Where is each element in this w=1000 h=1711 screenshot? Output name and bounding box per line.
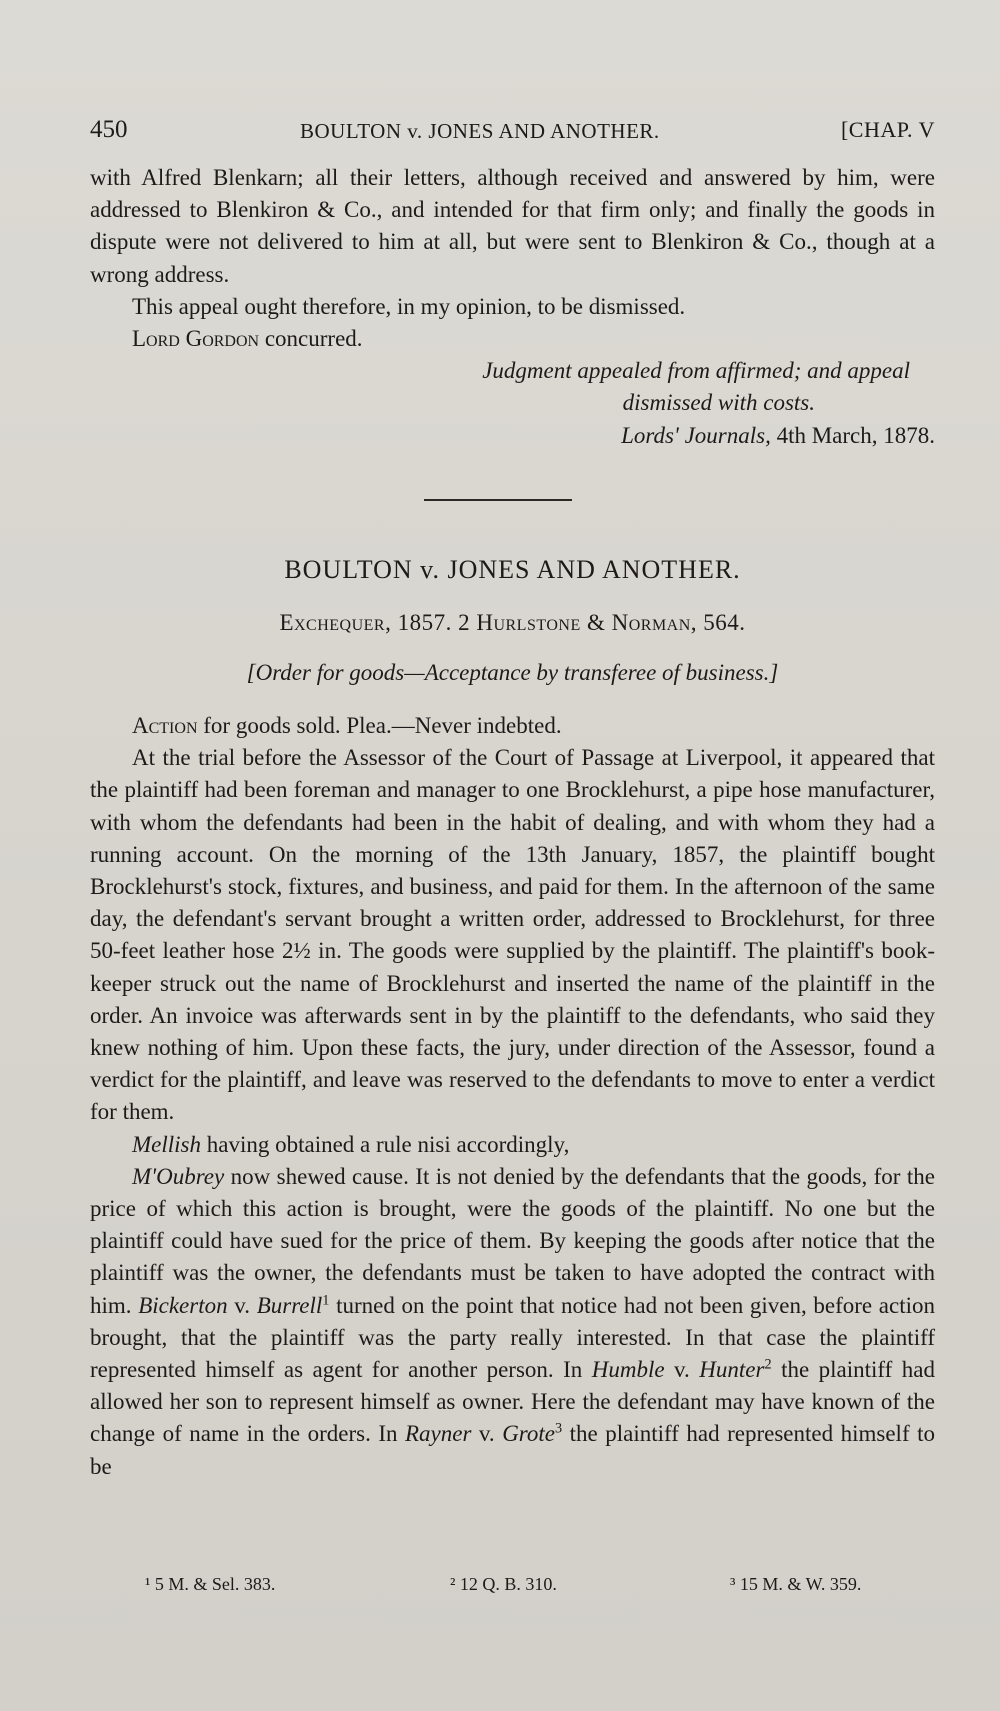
court-citation-text: Exchequer, 1857. 2 Hurlstone & Norman, 564. <box>279 610 746 635</box>
action-text: for goods sold. Plea.—Never indebted. <box>197 713 562 738</box>
counsel-mellish: Mellish <box>132 1131 201 1157</box>
mellish-text: having obtained a rule nisi accordingly, <box>201 1131 570 1157</box>
preceding-case-ending <box>90 162 935 452</box>
court-citation <box>90 610 935 636</box>
section-divider <box>424 499 572 501</box>
judge-name: Lord Gordon <box>132 326 260 352</box>
judgment-text-1: Judgment appealed from affirmed; and appeal <box>482 358 910 384</box>
case-body <box>90 710 935 1483</box>
page-number: 450 <box>90 116 128 143</box>
trial-paragraph: At the trial before the Assessor of the Court of Passage at Liverpool, it appeared that the plaintiff had been foreman and manager to one Brocklehurst, a pipe hose manufacturer, with whom the defendants had been in the habit of dealing, and with whom they had a running account. On the morning of the 13th January, 1857, the plaintiff bought Brocklehurst's stock, fixtures, and business, and paid for them. In the afternoon of the same day, the defendant's servant brought a written order, addressed to Brocklehurst, for three 50-feet leather hose 2½ in. The goods were supplied by the plaintiff. The plaintiff's book-keeper struck out the name of Brocklehurst and inserted the name of the plaintiff in the order. An invoice was afterwards sent in by the plaintiff to the defendants, who said they knew nothing of him. Upon these facts, the jury, under direction of the Assessor, found a verdict for the plaintiff, and leave was reserved to the defendants to move to enter a verdict for them. <box>90 745 935 1125</box>
footnotes <box>90 1574 935 1604</box>
concurrence <box>90 323 935 355</box>
journal-date: 4th March, 1878. <box>770 422 935 448</box>
closing-paragraph <box>90 162 935 291</box>
footnote-1: ¹ 5 M. & Sel. 383. <box>145 1574 276 1594</box>
rayner-text: the plaintiff had represented himself to be <box>90 1421 935 1479</box>
headnote: [Order for goods—Acceptance by transferee of business.] <box>246 660 779 685</box>
running-title: BOULTON v. JONES AND ANOTHER. <box>300 119 660 143</box>
case-cite-rayner: Rayner <box>405 1421 472 1447</box>
judgment-text-2: dismissed with costs. <box>622 390 815 416</box>
case-cite-bickerton: Bickerton <box>138 1292 228 1318</box>
journal-citation <box>90 420 935 452</box>
versus: v. <box>471 1421 503 1447</box>
running-head <box>90 116 935 148</box>
judgment-line-2 <box>90 387 935 419</box>
counsel-moubrey: M'Oubrey <box>132 1163 225 1189</box>
case-title: BOULTON v. JONES AND ANOTHER. <box>284 555 741 584</box>
case-cite-hunter: Hunter <box>699 1357 765 1383</box>
footnote-ref-1: 1 <box>322 1292 330 1308</box>
versus: v. <box>227 1292 257 1318</box>
journal-name: Lords' Journals, <box>621 422 771 448</box>
action-line <box>90 710 935 742</box>
mellish-paragraph <box>90 1129 935 1161</box>
closing-paragraph-text: with Alfred Blenkarn; all their letters, although received and answered by him, were addressed to Blenkiron & Co., and intended for that firm only; and finally the goods in dispute were not delivered to him at all, but were sent to Blenkiron & Co., though at a wrong address. <box>90 165 935 287</box>
dismissal-opinion: This appeal ought therefore, in my opinion, to be dismissed. <box>132 293 686 319</box>
versus: v. <box>664 1357 700 1383</box>
bickerton-text: turned on the point that notice had not been given, before action brought, that the plaintiff was the party really interested. In that case the plaintiff represented himself as agent for another person. In <box>90 1292 936 1383</box>
footnote-ref-2: 2 <box>764 1356 772 1373</box>
footnote-3: ³ 15 M. & W. 359. <box>730 1574 862 1594</box>
action-word: Action <box>132 713 198 738</box>
footnote-ref-3: 3 <box>555 1420 563 1437</box>
humble-text: the plaintiff had allowed her son to represent himself as owner. Here the defendant may have known of the change of name in the orders. In <box>90 1357 935 1447</box>
moubrey-paragraph <box>90 1161 935 1483</box>
case-cite-burrell: Burrell <box>256 1292 323 1318</box>
chapter-label: [CHAP. V <box>840 117 935 142</box>
case-cite-humble: Humble <box>591 1357 665 1383</box>
case-cite-grote: Grote <box>502 1421 555 1447</box>
footnote-2: ² 12 Q. B. 310. <box>450 1574 557 1594</box>
judgment-line-1 <box>90 355 935 387</box>
concurrence-text: concurred. <box>259 326 363 352</box>
moubrey-text: now shewed cause. It is not denied by the defendants that the goods, for the price of which this action is brought, were the goods of the plaintiff. No one but the plaintiff could have sued for the price of them. By keeping the goods after notice that the plaintiff was the owner, the defendants must be taken to have adopted the contract with him. <box>90 1163 935 1318</box>
